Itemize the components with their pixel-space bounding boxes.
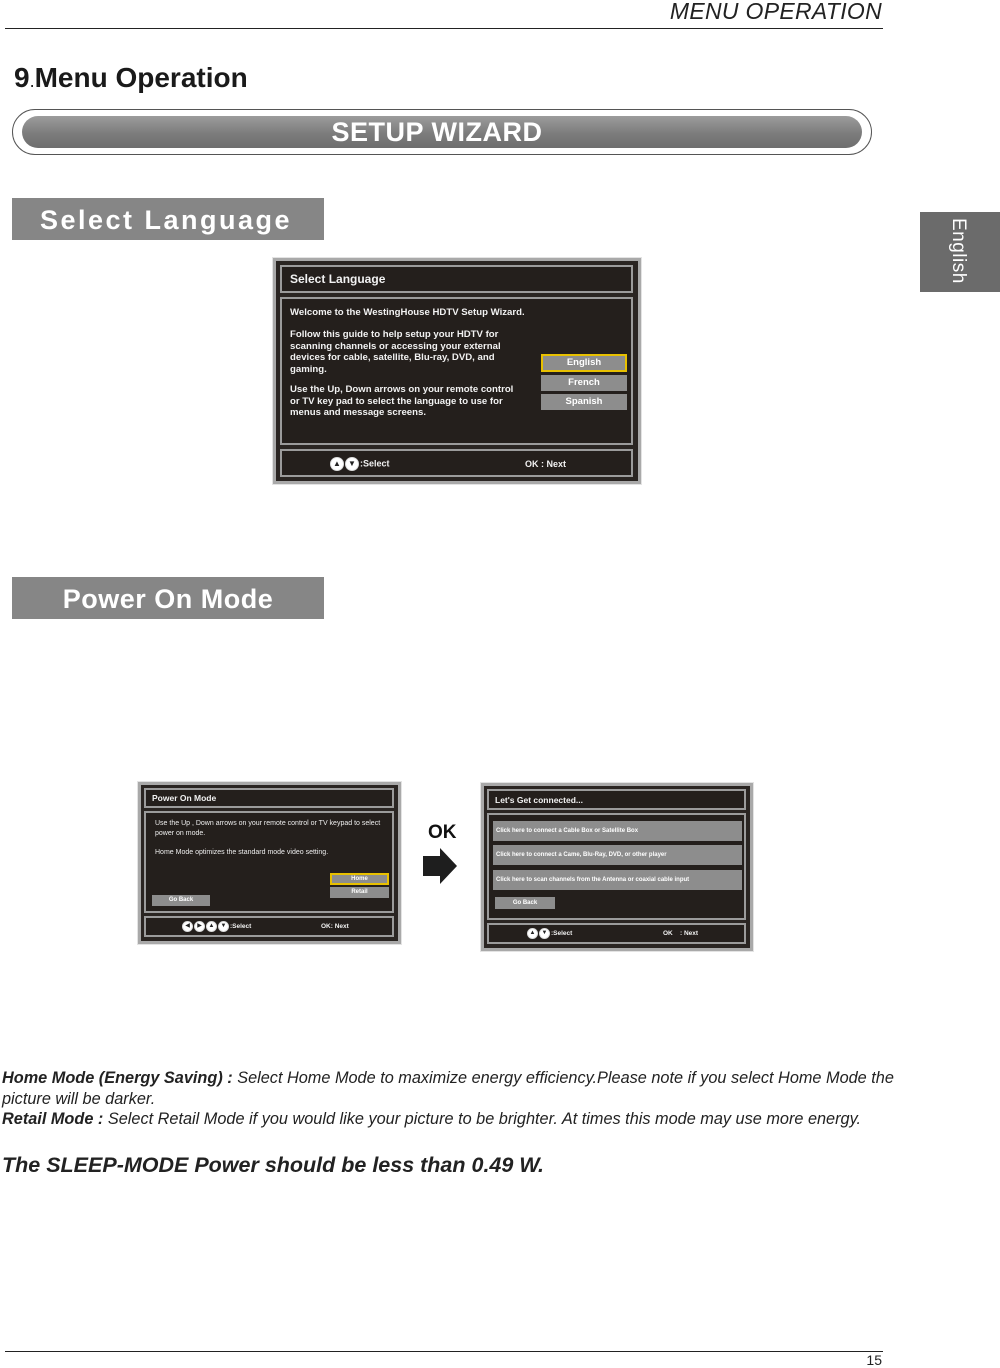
home-mode-text: Select Home Mode to maximize energy efficiency.Please note if you select Home Mode the picture will be darker. (2, 1069, 894, 1108)
sleep-mode-note: The SLEEP-MODE Power should be less than 0.49 W. (2, 1153, 544, 1177)
get-connected-dialog (481, 783, 753, 951)
dialog-footer (280, 449, 633, 477)
power-dialog-title-bar (144, 788, 394, 808)
option-retail[interactable]: Retail (330, 887, 389, 898)
down-arrow-icon: ▼ (539, 928, 550, 939)
footer-select-text: :Select (360, 458, 390, 469)
side-tab-label: English (948, 218, 969, 284)
connect-footer-select-text: :Select (551, 930, 573, 938)
connect-dialog-title-bar (487, 789, 746, 810)
option-english[interactable]: English (541, 354, 627, 372)
connect-cable-option[interactable]: Click here to connect a Cable Box or Satellite Box (493, 821, 742, 841)
up-arrow-icon: ▲ (206, 921, 217, 932)
home-mode-label: Home Mode (Energy Saving) : (2, 1069, 233, 1087)
power-footer-ok-hint: OK: Next (321, 923, 349, 930)
home-mode-description (2, 1068, 907, 1109)
option-home[interactable]: Home (330, 873, 389, 885)
power-footer-select-hint (182, 921, 251, 932)
connect-player-option[interactable]: Click here to connect a Came, Blu-Ray, DVD, or other player (493, 845, 742, 865)
power-instructions: Use the Up , Down arrows on your remote control or TV keypad to select power on mode. (155, 820, 381, 837)
footer-ok-hint: OK : Next (525, 459, 567, 469)
power-footer-select-text: :Select (230, 923, 252, 931)
instructions-text: Use the Up, Down arrows on your remote control or TV key pad to select the language to use for menus and message screens. (290, 384, 514, 419)
power-dialog-body (144, 811, 394, 913)
connect-dialog-footer (487, 923, 746, 944)
option-spanish[interactable]: Spanish (541, 394, 627, 410)
up-arrow-icon: ▲ (527, 928, 538, 939)
guide-text: Follow this guide to help setup your HDTV for scanning channels or accessing your external devices for cable, satellite, Blu-ray, DVD, and gaming. (290, 329, 501, 375)
scan-channels-option[interactable]: Click here to scan channels from the Antenna or coaxial cable input (493, 870, 742, 890)
down-arrow-icon: ▼ (345, 457, 359, 471)
go-back-button[interactable]: Go Back (152, 895, 210, 906)
running-header: MENU OPERATION (669, 0, 882, 24)
footer-select-hint (330, 457, 390, 471)
up-arrow-icon: ▲ (330, 457, 344, 471)
setup-wizard-banner: SETUP WIZARD (331, 117, 543, 147)
dialog-body (280, 297, 633, 445)
power-dialog-footer (144, 916, 394, 937)
connect-footer-select-hint (527, 928, 572, 939)
header-divider (5, 28, 883, 29)
section-heading (14, 62, 248, 94)
left-arrow-icon: ◀ (182, 921, 193, 932)
select-language-dialog (273, 258, 641, 484)
power-on-mode-heading: Power On Mode (12, 577, 324, 619)
ok-arrow-label: OK (428, 822, 457, 843)
right-arrow-icon (422, 847, 458, 885)
welcome-text: Welcome to the WestingHouse HDTV Setup Wizard. (290, 307, 525, 318)
dialog-title: Select Language (290, 272, 386, 286)
option-french[interactable]: French (541, 375, 627, 391)
select-language-heading: Select Language (12, 198, 324, 240)
retail-mode-description (2, 1109, 907, 1130)
retail-mode-label: Retail Mode : (2, 1110, 104, 1128)
connect-go-back-button[interactable]: Go Back (495, 897, 555, 909)
down-arrow-icon: ▼ (218, 921, 229, 932)
connect-footer-ok-hint: OK : Next (663, 930, 699, 937)
footer-divider (5, 1351, 883, 1352)
section-dot: . (29, 71, 35, 91)
power-on-mode-dialog (138, 782, 401, 944)
power-dialog-title: Power On Mode (152, 793, 217, 803)
dialog-title-bar (280, 265, 633, 293)
connect-dialog-body (487, 813, 746, 920)
page-number: 15 (866, 1352, 882, 1368)
connect-dialog-title: Let's Get connected... (495, 795, 583, 805)
retail-mode-text: Select Retail Mode if you would like your picture to be brighter. At times this mode may use more energy. (103, 1110, 862, 1128)
section-title-text: Menu Operation (34, 62, 248, 93)
right-arrow-icon: ▶ (194, 921, 205, 932)
power-home-note: Home Mode optimizes the standard mode video setting. (155, 849, 329, 856)
language-side-tab (920, 212, 1000, 292)
section-number: 9 (14, 62, 30, 93)
